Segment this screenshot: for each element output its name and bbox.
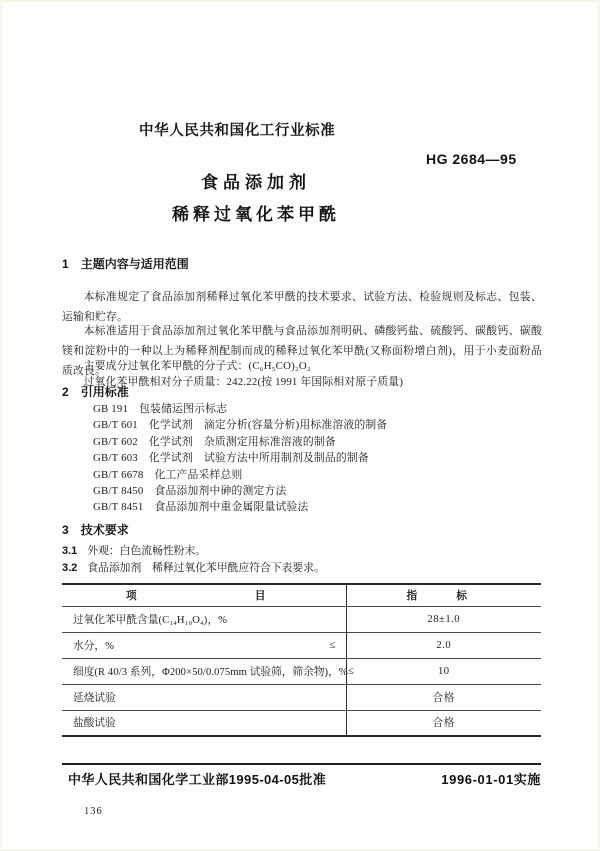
approval-statement: 中华人民共和国化学工业部1995-04-05批准: [68, 772, 327, 787]
footer: [62, 769, 541, 788]
table-cell-item: [62, 684, 346, 710]
section-3-heading: [62, 521, 129, 538]
row-item-label: 延烧试验: [73, 692, 116, 704]
referenced-standards-list: [93, 401, 553, 516]
document-title-line1: 食品添加剂: [201, 173, 311, 192]
table-cell-value: 10: [437, 665, 450, 677]
table-header-item-char1: 项: [126, 590, 137, 602]
table-row: [62, 606, 541, 632]
table-row: [62, 710, 541, 736]
list-item: GB/T 603 化学试剂 试验方法中所用制剂及制品的制备: [93, 452, 369, 465]
table-cell-value: 合格: [432, 692, 455, 704]
list-item: GB/T 602 化学试剂 杂质测定用标准溶液的制备: [93, 435, 336, 448]
table-header-item-char2: 目: [254, 590, 266, 602]
row-comparator: ≤: [347, 665, 354, 677]
table-row: [62, 658, 541, 684]
section-1-number: 1: [62, 257, 69, 271]
table-cell-value: 28±1.0: [427, 613, 461, 625]
requirements-table: [62, 583, 541, 737]
standard-code: HG 2684—95: [426, 151, 517, 167]
row-comparator: ≤: [329, 639, 336, 651]
list-item: GB/T 601 化学试剂 滴定分析(容量分析)用标准溶液的制备: [93, 419, 388, 432]
clause-3-1-number: 3.1: [62, 545, 78, 557]
list-item: GB 191 包装储运图示标志: [93, 403, 228, 415]
table-cell-value: 合格: [432, 718, 455, 730]
row-item-label: 细度(R 40/3 系列，Φ200×50/0.075mm 试验筛，筛余物)，%: [73, 666, 348, 678]
footer-divider: [62, 763, 541, 765]
table-row: [62, 632, 541, 658]
table-cell-value: 2.0: [436, 639, 452, 651]
page-number: 136: [84, 806, 103, 817]
section-2-title: 引用标准: [80, 385, 129, 399]
section-1-molecular-mass: 过氧化苯甲酰相对分子质量：242.22(按 1991 年国际相对原子质量): [83, 375, 404, 388]
section-2-number: 2: [62, 385, 69, 399]
section-2-heading: [62, 383, 129, 400]
clause-3-2: [62, 560, 542, 575]
clause-3-1: [62, 543, 542, 558]
row-item-label: 盐酸试验: [73, 718, 116, 730]
list-item: GB/T 6678 化工产品采样总则: [93, 468, 243, 481]
section-1-heading: [62, 255, 189, 272]
table-cell-item: [62, 606, 346, 632]
list-item: GB/T 8451 食品添加剂中重金属限量试验法: [93, 501, 309, 514]
table-header-index-char2: 标: [456, 590, 467, 602]
table-cell-item: [62, 658, 354, 684]
document-title: [0, 168, 512, 225]
table-header-index-char1: 指: [406, 590, 418, 602]
section-1-molecular-formula: 主要成分过氧化苯甲酰的分子式：(C₆H₅CO)₂O₂: [83, 359, 311, 372]
section-1-title: 主题内容与适用范围: [80, 257, 189, 271]
table-row: [62, 684, 541, 710]
clause-3-2-number: 3.2: [62, 562, 78, 574]
table-cell-item: [62, 710, 346, 736]
standard-type-heading: 中华人民共和国化工行业标准: [139, 123, 336, 139]
row-item-label: 过氧化苯甲酰含量(C₁₄H₁₀O₄)，%: [73, 614, 228, 626]
section-3-title: 技术要求: [80, 523, 129, 537]
table-header-row: [62, 584, 541, 606]
list-item: GB/T 8450 食品添加剂中砷的测定方法: [93, 485, 287, 498]
table-cell-item: [62, 632, 346, 658]
document-title-line2: 稀释过氧化苯甲酰: [172, 205, 340, 224]
section-3-number: 3: [62, 523, 69, 537]
clause-3-2-text: 食品添加剂 稀释过氧化苯甲酰应符合下表要求。: [87, 562, 325, 574]
row-item-label: 水分，%: [73, 640, 115, 652]
section-1-paragraph-scope: 本标准规定了食品添加剂稀释过氧化苯甲酰的技术要求、试验方法、检验规则及标志、包装、运输和贮存。: [62, 290, 542, 323]
implementation-date: 1996-01-01实施: [441, 772, 541, 787]
section-1-paragraph-applicability: 本标准适用于食品添加剂过氧化苯甲酰与食品添加剂明矾、磷酸钙盐、硫酸钙、碳酸钙、碳酸镁和淀粉中的一种以上为稀释剂配制而成的稀释过氧化苯甲酰(又称面粉增白剂)，用于小麦面粉品质改良。: [62, 324, 542, 377]
table-header-index: [346, 584, 541, 606]
clause-3-1-text: 外观：白色流畅性粉末。: [87, 545, 207, 557]
table-header-item: [62, 584, 346, 606]
